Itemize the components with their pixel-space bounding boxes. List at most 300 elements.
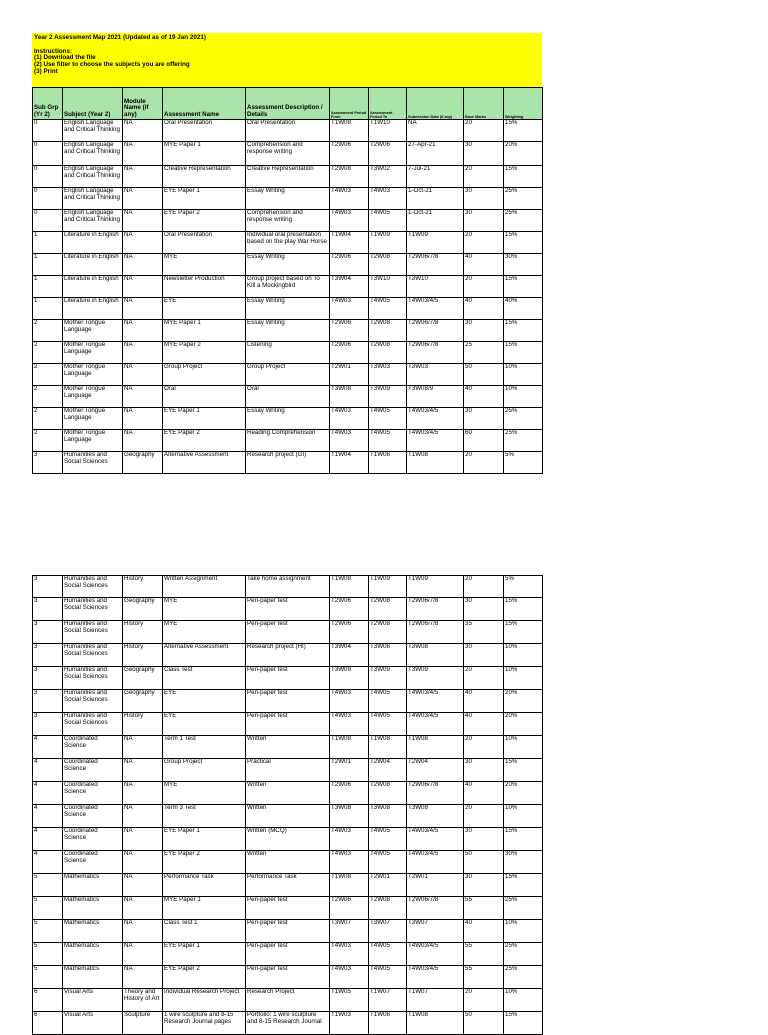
cell-submission[interactable]: T2W06/7/8	[407, 598, 464, 621]
cell-description[interactable]: Take home assignment	[246, 576, 330, 598]
cell-period-to[interactable]: T4W05	[369, 430, 407, 452]
cell-submission[interactable]: 7-Jul-21	[407, 166, 464, 188]
cell-submission[interactable]: T3W07	[407, 920, 464, 943]
cell-module[interactable]: Geography	[123, 667, 163, 690]
cell-weighting[interactable]: 20%	[504, 782, 543, 805]
cell-subgrp[interactable]: 3	[33, 667, 63, 690]
cell-base-marks[interactable]: 60	[464, 430, 504, 452]
cell-weighting[interactable]: 10%	[504, 667, 543, 690]
cell-assessment[interactable]: Written Assignment	[163, 576, 246, 598]
cell-description[interactable]: Group project based on To Kill a Mockingbird	[246, 276, 330, 298]
cell-assessment[interactable]: Group Project	[163, 364, 246, 386]
cell-module[interactable]: Theory and History of Art	[123, 989, 163, 1012]
cell-period-from[interactable]: T2W06	[330, 142, 369, 166]
header-weighting[interactable]: Weighting	[504, 88, 543, 120]
cell-module[interactable]: NA	[123, 828, 163, 851]
cell-description[interactable]: Pen-paper test	[246, 598, 330, 621]
cell-subject[interactable]: English Language and Critical Thinking	[63, 188, 123, 210]
cell-submission[interactable]: 1-Oct-21	[407, 210, 464, 232]
cell-base-marks[interactable]: 50	[464, 851, 504, 874]
cell-subject[interactable]: Mathematics	[63, 943, 123, 966]
cell-period-from[interactable]: T2W06	[330, 897, 369, 920]
cell-subject[interactable]: Mother Tongue Language	[63, 386, 123, 408]
cell-description[interactable]: Essay Writing	[246, 298, 330, 320]
cell-period-from[interactable]: T4W03	[330, 690, 369, 713]
cell-period-to[interactable]: T2W08	[369, 598, 407, 621]
cell-description[interactable]: Listening	[246, 342, 330, 364]
cell-module[interactable]: NA	[123, 851, 163, 874]
cell-subgrp[interactable]: 5	[33, 966, 63, 989]
cell-subgrp[interactable]: 5	[33, 943, 63, 966]
cell-period-from[interactable]: T4W03	[330, 298, 369, 320]
cell-description[interactable]: Pen-paper test	[246, 713, 330, 736]
cell-module[interactable]: NA	[123, 342, 163, 364]
cell-base-marks[interactable]: 20	[464, 667, 504, 690]
cell-subject[interactable]: Literature in English	[63, 254, 123, 276]
cell-period-to[interactable]: T3W09	[369, 667, 407, 690]
cell-module[interactable]: NA	[123, 736, 163, 759]
cell-period-from[interactable]: T1W08	[330, 576, 369, 598]
cell-subject[interactable]: English Language and Critical Thinking	[63, 120, 123, 142]
cell-subject[interactable]: Humanities and Social Sciences	[63, 598, 123, 621]
cell-description[interactable]: Pen-paper test	[246, 897, 330, 920]
cell-subgrp[interactable]: 4	[33, 759, 63, 782]
cell-assessment[interactable]: Class Test	[163, 667, 246, 690]
cell-assessment[interactable]: EYE	[163, 713, 246, 736]
cell-base-marks[interactable]: 30	[464, 188, 504, 210]
cell-subgrp[interactable]: 2	[33, 386, 63, 408]
cell-period-to[interactable]: T4W05	[369, 713, 407, 736]
cell-weighting[interactable]: 30%	[504, 851, 543, 874]
cell-period-to[interactable]: T4W03	[369, 188, 407, 210]
cell-module[interactable]: NA	[123, 320, 163, 342]
cell-module[interactable]: History	[123, 713, 163, 736]
cell-description[interactable]: Reading Comprehension	[246, 430, 330, 452]
cell-module[interactable]: Sculpture	[123, 1012, 163, 1035]
cell-assessment[interactable]: Oral Presentation	[163, 120, 246, 142]
cell-assessment[interactable]: MYE	[163, 598, 246, 621]
cell-description[interactable]: Research project (GI)	[246, 452, 330, 474]
header-base-marks[interactable]: Base Marks	[464, 88, 504, 120]
cell-base-marks[interactable]: 30	[464, 210, 504, 232]
cell-subject[interactable]: Visual Arts	[63, 1012, 123, 1035]
cell-period-from[interactable]: T2W01	[330, 364, 369, 386]
cell-subject[interactable]: Mathematics	[63, 966, 123, 989]
cell-assessment[interactable]: MYE Paper 1	[163, 320, 246, 342]
cell-assessment[interactable]: MYE	[163, 782, 246, 805]
cell-submission[interactable]: T4W03/4/5	[407, 430, 464, 452]
cell-base-marks[interactable]: 40	[464, 690, 504, 713]
cell-subject[interactable]: Mathematics	[63, 897, 123, 920]
cell-subgrp[interactable]: 5	[33, 874, 63, 897]
cell-weighting[interactable]: 15%	[504, 759, 543, 782]
cell-period-from[interactable]: T3W08	[330, 386, 369, 408]
cell-subject[interactable]: Mother Tongue Language	[63, 408, 123, 430]
cell-submission[interactable]: T3W09	[407, 667, 464, 690]
cell-description[interactable]: Performance Task	[246, 874, 330, 897]
cell-description[interactable]: Pen-paper test	[246, 667, 330, 690]
cell-module[interactable]: NA	[123, 210, 163, 232]
cell-base-marks[interactable]: 30	[464, 408, 504, 430]
cell-weighting[interactable]: 15%	[504, 232, 543, 254]
cell-submission[interactable]: T2W04	[407, 759, 464, 782]
cell-period-from[interactable]: T3W04	[330, 276, 369, 298]
cell-assessment[interactable]: EYE Paper 1	[163, 828, 246, 851]
cell-subject[interactable]: Humanities and Social Sciences	[63, 713, 123, 736]
cell-submission[interactable]: T2W06/7/8	[407, 621, 464, 644]
cell-period-from[interactable]: T1W08	[330, 120, 369, 142]
cell-weighting[interactable]: 10%	[504, 386, 543, 408]
header-subgrp[interactable]: Sub Grp (Yr 2)	[33, 88, 63, 120]
cell-module[interactable]: NA	[123, 920, 163, 943]
cell-subject[interactable]: Mathematics	[63, 874, 123, 897]
cell-submission[interactable]: T4W03/4/5	[407, 713, 464, 736]
header-period-from[interactable]: Assessment Period From	[330, 88, 369, 120]
cell-period-to[interactable]: T1W08	[369, 1012, 407, 1035]
cell-subgrp[interactable]: 3	[33, 713, 63, 736]
cell-period-from[interactable]: T2W06	[330, 254, 369, 276]
cell-description[interactable]: Research Project	[246, 989, 330, 1012]
cell-subject[interactable]: Coordinated Science	[63, 759, 123, 782]
cell-period-from[interactable]: T4W03	[330, 188, 369, 210]
cell-subgrp[interactable]: 3	[33, 452, 63, 474]
cell-description[interactable]: Pen-paper test	[246, 943, 330, 966]
cell-description[interactable]: Pen-paper test	[246, 690, 330, 713]
cell-period-from[interactable]: T2W08	[330, 166, 369, 188]
cell-submission[interactable]: T2W01	[407, 874, 464, 897]
cell-period-to[interactable]: T2W04	[369, 759, 407, 782]
cell-assessment[interactable]: EYE Paper 2	[163, 430, 246, 452]
cell-base-marks[interactable]: 25	[464, 342, 504, 364]
cell-base-marks[interactable]: 20	[464, 452, 504, 474]
cell-subgrp[interactable]: 1	[33, 298, 63, 320]
cell-description[interactable]: Essay Writing	[246, 408, 330, 430]
cell-weighting[interactable]: 25%	[504, 430, 543, 452]
cell-subject[interactable]: Humanities and Social Sciences	[63, 690, 123, 713]
cell-module[interactable]: History	[123, 644, 163, 667]
cell-period-from[interactable]: T4W03	[330, 851, 369, 874]
cell-subject[interactable]: Coordinated Science	[63, 736, 123, 759]
cell-period-to[interactable]: T2W06	[369, 142, 407, 166]
cell-period-from[interactable]: T2W01	[330, 759, 369, 782]
cell-submission[interactable]: T3W08	[407, 805, 464, 828]
cell-assessment[interactable]: Term 1 Test	[163, 736, 246, 759]
cell-subgrp[interactable]: 6	[33, 989, 63, 1012]
cell-base-marks[interactable]: 20	[464, 805, 504, 828]
cell-submission[interactable]: T3W10	[407, 276, 464, 298]
cell-base-marks[interactable]: 40	[464, 782, 504, 805]
cell-module[interactable]: History	[123, 621, 163, 644]
cell-weighting[interactable]: 25%	[504, 943, 543, 966]
cell-weighting[interactable]: 15%	[504, 120, 543, 142]
cell-subject[interactable]: English Language and Critical Thinking	[63, 210, 123, 232]
cell-period-from[interactable]: T2W06	[330, 782, 369, 805]
cell-period-from[interactable]: T4W03	[330, 828, 369, 851]
cell-description[interactable]: Written	[246, 736, 330, 759]
cell-period-to[interactable]: T4W05	[369, 851, 407, 874]
cell-base-marks[interactable]: 55	[464, 897, 504, 920]
cell-subgrp[interactable]: 3	[33, 644, 63, 667]
cell-module[interactable]: NA	[123, 232, 163, 254]
cell-weighting[interactable]: 20%	[504, 142, 543, 166]
cell-base-marks[interactable]: 50	[464, 1012, 504, 1035]
cell-assessment[interactable]: EYE	[163, 690, 246, 713]
cell-assessment[interactable]: MYE Paper 2	[163, 342, 246, 364]
cell-subgrp[interactable]: 2	[33, 342, 63, 364]
cell-assessment[interactable]: Individual Research Project	[163, 989, 246, 1012]
cell-subject[interactable]: Humanities and Social Sciences	[63, 644, 123, 667]
cell-description[interactable]: Comprehension and response writing	[246, 142, 330, 166]
cell-description[interactable]: Creative Representation	[246, 166, 330, 188]
cell-subgrp[interactable]: 2	[33, 408, 63, 430]
cell-submission[interactable]: T2W06/7/8	[407, 254, 464, 276]
cell-weighting[interactable]: 15%	[504, 828, 543, 851]
cell-period-to[interactable]: T3W03	[369, 364, 407, 386]
cell-weighting[interactable]: 15%	[504, 621, 543, 644]
cell-weighting[interactable]: 15%	[504, 276, 543, 298]
cell-period-from[interactable]: T3W04	[330, 644, 369, 667]
cell-assessment[interactable]: 1 wire sculpture and 8-15 Research Journal pages	[163, 1012, 246, 1035]
cell-assessment[interactable]: EYE Paper 2	[163, 966, 246, 989]
cell-period-to[interactable]: T1W08	[369, 736, 407, 759]
cell-period-from[interactable]: T2W06	[330, 320, 369, 342]
cell-period-to[interactable]: T4W05	[369, 690, 407, 713]
cell-period-to[interactable]: T3W10	[369, 276, 407, 298]
cell-weighting[interactable]: 15%	[504, 342, 543, 364]
cell-submission[interactable]: T1W08	[407, 1012, 464, 1035]
cell-base-marks[interactable]: 30	[464, 142, 504, 166]
cell-assessment[interactable]: EYE Paper 1	[163, 408, 246, 430]
cell-subgrp[interactable]: 1	[33, 276, 63, 298]
cell-subgrp[interactable]: 4	[33, 851, 63, 874]
cell-subgrp[interactable]: 2	[33, 364, 63, 386]
cell-submission[interactable]: T4W03/4/5	[407, 828, 464, 851]
cell-base-marks[interactable]: 40	[464, 298, 504, 320]
cell-module[interactable]: NA	[123, 874, 163, 897]
cell-submission[interactable]: T1W09	[407, 232, 464, 254]
cell-subgrp[interactable]: 1	[33, 232, 63, 254]
cell-period-from[interactable]: T1W03	[330, 1012, 369, 1035]
cell-assessment[interactable]: EYE	[163, 298, 246, 320]
cell-module[interactable]: NA	[123, 897, 163, 920]
cell-subgrp[interactable]: 4	[33, 782, 63, 805]
cell-weighting[interactable]: 15%	[504, 598, 543, 621]
cell-weighting[interactable]: 10%	[504, 736, 543, 759]
cell-period-from[interactable]: T1W05	[330, 989, 369, 1012]
cell-period-to[interactable]: T3W07	[369, 920, 407, 943]
cell-period-from[interactable]: T3W07	[330, 920, 369, 943]
cell-submission[interactable]: T3W08/9	[407, 386, 464, 408]
cell-submission[interactable]: T4W03/4/5	[407, 851, 464, 874]
cell-assessment[interactable]: MYE	[163, 621, 246, 644]
cell-period-from[interactable]: T2W06	[330, 621, 369, 644]
header-assessment[interactable]: Assessment Name	[163, 88, 246, 120]
cell-subject[interactable]: Mother Tongue Language	[63, 320, 123, 342]
cell-module[interactable]: Geography	[123, 598, 163, 621]
cell-subject[interactable]: Humanities and Social Sciences	[63, 667, 123, 690]
cell-base-marks[interactable]: 20	[464, 736, 504, 759]
cell-base-marks[interactable]: 40	[464, 713, 504, 736]
cell-subject[interactable]: Literature in English	[63, 232, 123, 254]
cell-description[interactable]: Pen-paper test	[246, 920, 330, 943]
cell-module[interactable]: NA	[123, 142, 163, 166]
cell-base-marks[interactable]: 55	[464, 966, 504, 989]
cell-subgrp[interactable]: 3	[33, 690, 63, 713]
cell-assessment[interactable]: Oral Presentation	[163, 232, 246, 254]
cell-module[interactable]: NA	[123, 298, 163, 320]
cell-base-marks[interactable]: 30	[464, 598, 504, 621]
header-module[interactable]: Module Name (if any)	[123, 88, 163, 120]
cell-subgrp[interactable]: 4	[33, 736, 63, 759]
cell-weighting[interactable]: 10%	[504, 805, 543, 828]
cell-description[interactable]: Comprehension and response writing	[246, 210, 330, 232]
cell-description[interactable]: Written (MCQ)	[246, 828, 330, 851]
cell-base-marks[interactable]: 30	[464, 874, 504, 897]
cell-description[interactable]: Essay Writing	[246, 188, 330, 210]
cell-base-marks[interactable]: 20	[464, 989, 504, 1012]
cell-period-to[interactable]: T4W05	[369, 966, 407, 989]
cell-subject[interactable]: English Language and Critical Thinking	[63, 142, 123, 166]
cell-description[interactable]: Portfolio: 1 wire sculpture and 8-15 Research Journal	[246, 1012, 330, 1035]
cell-module[interactable]: NA	[123, 759, 163, 782]
cell-assessment[interactable]: EYE Paper 1	[163, 943, 246, 966]
cell-weighting[interactable]: 25%	[504, 210, 543, 232]
cell-subject[interactable]: Humanities and Social Sciences	[63, 452, 123, 474]
cell-period-from[interactable]: T4W03	[330, 408, 369, 430]
cell-submission[interactable]: T4W03/4/5	[407, 943, 464, 966]
cell-subject[interactable]: Literature in English	[63, 298, 123, 320]
cell-assessment[interactable]: Performance Task	[163, 874, 246, 897]
cell-period-to[interactable]: T4W05	[369, 210, 407, 232]
cell-period-to[interactable]: T2W01	[369, 874, 407, 897]
cell-assessment[interactable]: EYE Paper 1	[163, 188, 246, 210]
header-period-to[interactable]: Assessment Period To	[369, 88, 407, 120]
cell-period-to[interactable]: T4W05	[369, 298, 407, 320]
cell-weighting[interactable]: 20%	[504, 690, 543, 713]
cell-module[interactable]: NA	[123, 430, 163, 452]
cell-description[interactable]: Group Project	[246, 364, 330, 386]
cell-subgrp[interactable]: 0	[33, 166, 63, 188]
cell-subgrp[interactable]: 3	[33, 576, 63, 598]
cell-subject[interactable]: Coordinated Science	[63, 828, 123, 851]
cell-submission[interactable]: T3W08	[407, 644, 464, 667]
cell-module[interactable]: NA	[123, 254, 163, 276]
cell-module[interactable]: NA	[123, 408, 163, 430]
cell-module[interactable]: NA	[123, 120, 163, 142]
cell-description[interactable]: Practical	[246, 759, 330, 782]
cell-period-to[interactable]: T1W09	[369, 576, 407, 598]
cell-weighting[interactable]: 5%	[504, 576, 543, 598]
cell-module[interactable]: Geography	[123, 452, 163, 474]
cell-assessment[interactable]: MYE	[163, 254, 246, 276]
cell-base-marks[interactable]: 30	[464, 644, 504, 667]
cell-description[interactable]: Oral Presentation	[246, 120, 330, 142]
cell-base-marks[interactable]: 20	[464, 576, 504, 598]
cell-module[interactable]: NA	[123, 386, 163, 408]
cell-subgrp[interactable]: 1	[33, 254, 63, 276]
cell-base-marks[interactable]: 50	[464, 364, 504, 386]
cell-module[interactable]: Geography	[123, 690, 163, 713]
cell-submission[interactable]: T4W03/4/5	[407, 690, 464, 713]
cell-weighting[interactable]: 15%	[504, 166, 543, 188]
cell-submission[interactable]: T1W08	[407, 736, 464, 759]
cell-base-marks[interactable]: 40	[464, 254, 504, 276]
cell-period-to[interactable]: T2W08	[369, 621, 407, 644]
cell-period-from[interactable]: T1W08	[330, 736, 369, 759]
cell-subgrp[interactable]: 5	[33, 920, 63, 943]
cell-period-from[interactable]: T1W08	[330, 874, 369, 897]
cell-period-to[interactable]: T2W08	[369, 254, 407, 276]
cell-submission[interactable]: T1W07	[407, 989, 464, 1012]
cell-assessment[interactable]: Newsletter Production	[163, 276, 246, 298]
cell-period-from[interactable]: T4W03	[330, 430, 369, 452]
cell-description[interactable]: Essay Writing	[246, 254, 330, 276]
cell-subgrp[interactable]: 0	[33, 210, 63, 232]
cell-period-to[interactable]: T3W02	[369, 166, 407, 188]
cell-module[interactable]: NA	[123, 188, 163, 210]
cell-description[interactable]: Research project (HI)	[246, 644, 330, 667]
cell-submission[interactable]: T2W06/7/8	[407, 320, 464, 342]
cell-weighting[interactable]: 40%	[504, 298, 543, 320]
cell-base-marks[interactable]: 40	[464, 386, 504, 408]
cell-submission[interactable]: T1W08	[407, 452, 464, 474]
cell-subject[interactable]: Humanities and Social Sciences	[63, 621, 123, 644]
cell-module[interactable]: NA	[123, 943, 163, 966]
cell-subject[interactable]: Coordinated Science	[63, 805, 123, 828]
cell-subgrp[interactable]: 4	[33, 828, 63, 851]
cell-description[interactable]: Pen-paper test	[246, 621, 330, 644]
cell-submission[interactable]: T3W03	[407, 364, 464, 386]
cell-submission[interactable]: T4W03/4/5	[407, 408, 464, 430]
cell-weighting[interactable]: 15%	[504, 874, 543, 897]
cell-weighting[interactable]: 10%	[504, 644, 543, 667]
cell-subject[interactable]: Mother Tongue Language	[63, 430, 123, 452]
cell-submission[interactable]: T2W06/7/8	[407, 897, 464, 920]
cell-subgrp[interactable]: 3	[33, 621, 63, 644]
cell-submission[interactable]: 27-Apr-21	[407, 142, 464, 166]
cell-subgrp[interactable]: 0	[33, 142, 63, 166]
cell-module[interactable]: NA	[123, 966, 163, 989]
cell-subject[interactable]: Mother Tongue Language	[63, 342, 123, 364]
cell-subgrp[interactable]: 3	[33, 598, 63, 621]
cell-period-from[interactable]: T3W08	[330, 805, 369, 828]
cell-base-marks[interactable]: 55	[464, 943, 504, 966]
cell-subgrp[interactable]: 4	[33, 805, 63, 828]
cell-subgrp[interactable]: 2	[33, 320, 63, 342]
cell-assessment[interactable]: EYE Paper 2	[163, 210, 246, 232]
cell-subgrp[interactable]: 5	[33, 897, 63, 920]
cell-subgrp[interactable]: 2	[33, 430, 63, 452]
cell-description[interactable]: Written	[246, 782, 330, 805]
cell-assessment[interactable]: Oral	[163, 386, 246, 408]
cell-submission[interactable]: 1-Oct-21	[407, 188, 464, 210]
cell-submission[interactable]: NA	[407, 120, 464, 142]
cell-weighting[interactable]: 25%	[504, 188, 543, 210]
cell-period-from[interactable]: T4W03	[330, 943, 369, 966]
cell-module[interactable]: NA	[123, 166, 163, 188]
cell-weighting[interactable]: 25%	[504, 897, 543, 920]
cell-period-from[interactable]: T4W03	[330, 210, 369, 232]
cell-base-marks[interactable]: 40	[464, 920, 504, 943]
cell-weighting[interactable]: 5%	[504, 452, 543, 474]
cell-subject[interactable]: Coordinated Science	[63, 782, 123, 805]
cell-period-from[interactable]: T2W06	[330, 598, 369, 621]
cell-submission[interactable]: T1W09	[407, 576, 464, 598]
cell-module[interactable]: NA	[123, 805, 163, 828]
cell-period-to[interactable]: T1W08	[369, 452, 407, 474]
cell-description[interactable]: Pen-paper test	[246, 966, 330, 989]
cell-period-to[interactable]: T4W05	[369, 943, 407, 966]
